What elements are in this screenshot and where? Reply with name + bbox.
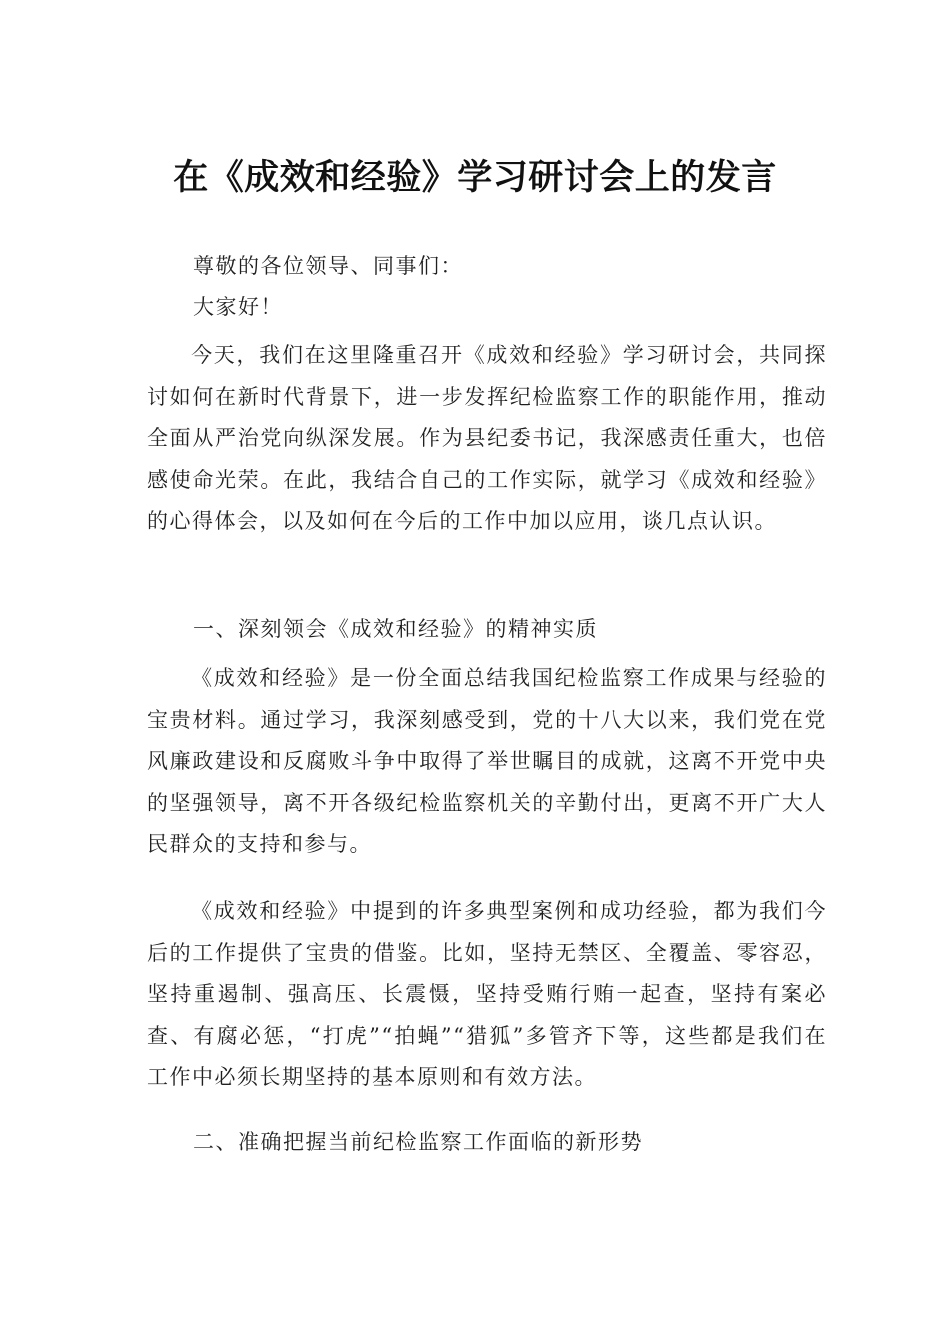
greeting: 大家好！ <box>193 295 283 319</box>
document-title: 在《成效和经验》学习研讨会上的发言 <box>173 158 777 198</box>
salutation: 尊敬的各位领导、同事们： <box>193 254 463 278</box>
section-heading-2: 二、准确把握当前纪检监察工作面临的新形势 <box>193 1130 643 1154</box>
section-heading-1: 一、深刻领会《成效和经验》的精神实质 <box>193 617 598 641</box>
paragraph-intro: 今天，我们在这里隆重召开《成效和经验》学习研讨会，共同探讨如何在新时代背景下，进一步发挥纪检监察工作的职能作用，推动全面从严治党向纵深发展。作为县纪委书记，我深感责任重大，也倍感使命光荣。在此，我结合自己的工作实际，就学习《成效和经验》的心得体会，以及如何在今后的工作中加以应用，谈几点认识。 <box>147 343 827 533</box>
paragraph-section-1-a: 《成效和经验》是一份全面总结我国纪检监察工作成果与经验的宝贵材料。通过学习，我深刻感受到，党的十八大以来，我们党在党风廉政建设和反腐败斗争中取得了举世瞩目的成就，这离不开党中央的坚强领导，离不开各级纪检监察机关的辛勤付出，更离不开广大人民群众的支持和参与。 <box>147 666 827 856</box>
paragraph-section-1-b: 《成效和经验》中提到的许多典型案例和成功经验，都为我们今后的工作提供了宝贵的借鉴。比如，坚持无禁区、全覆盖、零容忍，坚持重遏制、强高压、长震慑，坚持受贿行贿一起查，坚持有案必查、有腐必惩，“打虎”“拍蝇”“猎狐”多管齐下等，这些都是我们在工作中必须长期坚持的基本原则和有效方法。 <box>147 899 827 1089</box>
